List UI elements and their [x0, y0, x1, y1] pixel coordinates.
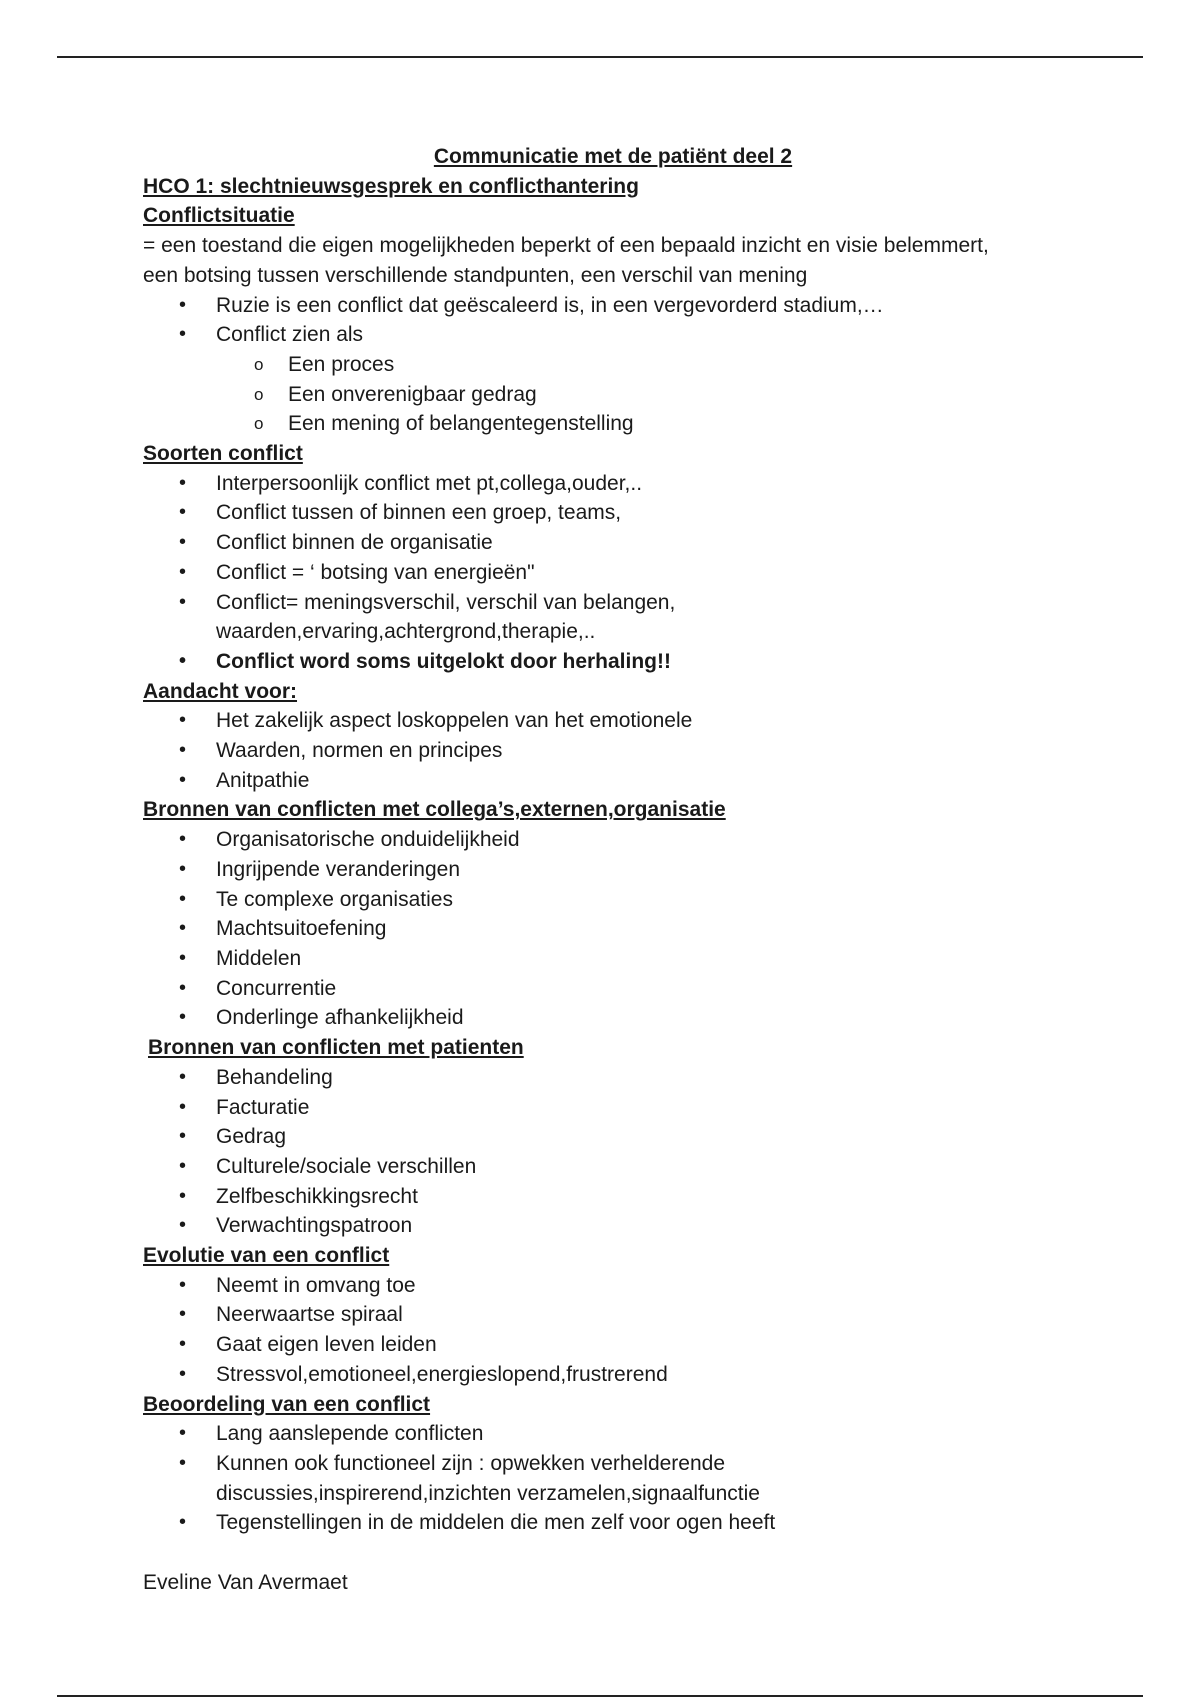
- list-item: • Waarden, normen en principes: [143, 736, 1083, 766]
- list-item: • Machtsuitoefening: [143, 914, 1083, 944]
- header-rule: [57, 56, 1143, 58]
- sub-list-item: o Een mening of belangentegenstelling: [143, 409, 1083, 439]
- list-item: • Tegenstellingen in de middelen die men zelf voor ogen heeft: [143, 1508, 1083, 1538]
- list-item: • Het zakelijk aspect loskoppelen van het emotionele: [143, 706, 1083, 736]
- evolutie-list: [143, 1271, 1083, 1390]
- sub-list-item: o Een proces: [143, 350, 1083, 380]
- aandacht-list: [143, 706, 1083, 795]
- heading-beoordeling: Beoordeling van een conflict: [143, 1392, 431, 1416]
- heading-conflictsituatie: Conflictsituatie: [143, 204, 295, 228]
- list-item: • Gaat eigen leven leiden: [143, 1330, 1083, 1360]
- list-item: • Conflict binnen de organisatie: [143, 528, 1083, 558]
- definition-line: = een toestand die eigen mogelijkheden beperkt of een bepaald inzicht en visie belemmert,: [143, 234, 989, 258]
- list-item: • Conflict word soms uitgelokt door herhaling!!: [143, 647, 1083, 677]
- beoordeling-list: [143, 1419, 1083, 1538]
- list-item: • Neemt in omvang toe: [143, 1271, 1083, 1301]
- list-item: • Kunnen ook functioneel zijn : opwekken verhelderende: [143, 1449, 1083, 1479]
- list-item: • Zelfbeschikkingsrecht: [143, 1182, 1083, 1212]
- list-item: • Te complexe organisaties: [143, 885, 1083, 915]
- list-item: • Conflict = ‘ botsing van energieën": [143, 558, 1083, 588]
- bronnen-patient-list: [143, 1063, 1083, 1241]
- list-item: • Culturele/sociale verschillen: [143, 1152, 1083, 1182]
- footer-rule: [57, 1695, 1143, 1697]
- list-item: • Behandeling: [143, 1063, 1083, 1093]
- heading-soorten-conflict: Soorten conflict: [143, 442, 303, 466]
- list-item: • Interpersoonlijk conflict met pt,collega,ouder,..: [143, 469, 1083, 499]
- sub-list-item: o Een onverenigbaar gedrag: [143, 380, 1083, 410]
- list-item-continuation: discussies,inspirerend,inzichten verzamelen,signaalfunctie: [216, 1481, 760, 1505]
- page-title: Communicatie met de patiënt deel 2: [433, 145, 793, 168]
- list-item: • Conflict= meningsverschil, verschil van belangen,: [143, 588, 1083, 618]
- heading-evolutie: Evolutie van een conflict: [143, 1244, 390, 1268]
- list-item: • Anitpathie: [143, 766, 1083, 796]
- list-item: • Facturatie: [143, 1093, 1083, 1123]
- subtitle-hco: HCO 1: slechtnieuwsgesprek en conflicthantering: [143, 174, 639, 198]
- heading-bronnen-collega: Bronnen van conflicten met collega’s,externen,organisatie: [143, 798, 726, 822]
- author-name: Eveline Van Avermaet: [143, 1571, 348, 1595]
- list-item-continuation: waarden,ervaring,achtergrond,therapie,..: [216, 620, 596, 644]
- document-body: [143, 142, 1083, 1598]
- list-item: • Stressvol,emotioneel,energieslopend,frustrerend: [143, 1360, 1083, 1390]
- list-item: • Gedrag: [143, 1122, 1083, 1152]
- list-item: • Neerwaartse spiraal: [143, 1300, 1083, 1330]
- definition-line: een botsing tussen verschillende standpunten, een verschil van mening: [143, 263, 808, 287]
- heading-aandacht-voor: Aandacht voor:: [143, 679, 298, 703]
- list-item: • Conflict tussen of binnen een groep, teams,: [143, 498, 1083, 528]
- list-item: • Conflict zien als: [143, 320, 1083, 350]
- heading-bronnen-patienten: Bronnen van conflicten met patienten: [148, 1036, 524, 1060]
- conflictsituatie-list: [143, 291, 1083, 440]
- list-item: • Ruzie is een conflict dat geëscaleerd is, in een vergevorderd stadium,…: [143, 291, 1083, 321]
- bronnen-collega-list: [143, 825, 1083, 1033]
- list-item: • Organisatorische onduidelijkheid: [143, 825, 1083, 855]
- blank-line: [143, 1538, 1083, 1568]
- soorten-list: [143, 469, 1083, 677]
- list-item: • Ingrijpende veranderingen: [143, 855, 1083, 885]
- list-item: • Onderlinge afhankelijkheid: [143, 1003, 1083, 1033]
- list-item: • Middelen: [143, 944, 1083, 974]
- list-item: • Concurrentie: [143, 974, 1083, 1004]
- list-item: • Lang aanslepende conflicten: [143, 1419, 1083, 1449]
- list-item: • Verwachtingspatroon: [143, 1211, 1083, 1241]
